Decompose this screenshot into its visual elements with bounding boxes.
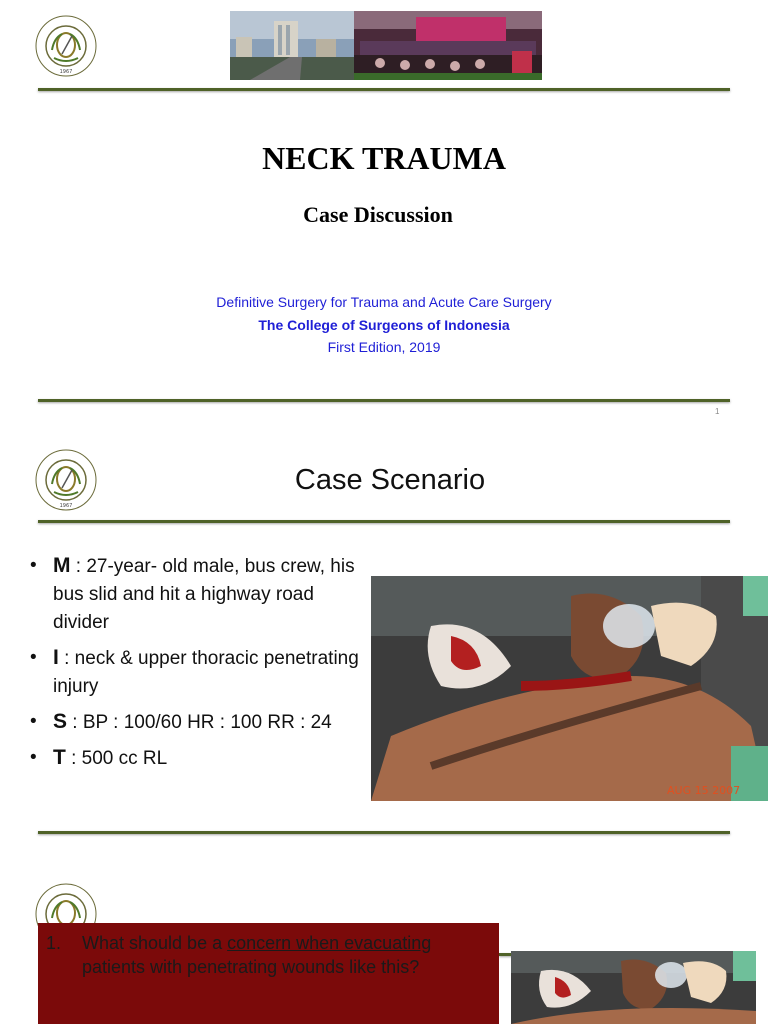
reference-publisher: The College of Surgeons of Indonesia (258, 317, 510, 333)
divider-line (38, 88, 730, 91)
reference-edition: First Edition, 2019 (327, 339, 441, 355)
question-list (46, 931, 494, 979)
slide-title-text: Case Scenario (294, 464, 486, 496)
bullet-item: • I : neck & upper thoracic penetrating injury (30, 646, 359, 697)
slide-gap (0, 422, 768, 436)
logo-year: 1967 (59, 503, 73, 509)
slide-gap (0, 844, 768, 858)
slide-questions (0, 858, 768, 1024)
slide-title-text: NECK TRAUMA (262, 140, 506, 176)
divider-line (38, 520, 730, 523)
bullet-item: • M : 27-year- old male, bus crew, his bus slid and hit a highway road divider (30, 554, 355, 633)
slide-case-scenario (0, 436, 768, 844)
bullet-item: • T : 500 cc RL (30, 746, 168, 769)
patient-photo (371, 576, 768, 801)
divider-line (38, 831, 730, 834)
slide-subtitle: Case Discussion (303, 202, 453, 227)
slide-title (0, 0, 768, 422)
logo-year: 1967 (59, 69, 73, 75)
question-item: 1. What should be a concern when evacuating patients with penetrating wounds like this? (46, 933, 432, 977)
patient-photo (511, 951, 756, 1024)
reference-book: Definitive Surgery for Trauma and Acute Care Surgery (216, 294, 552, 310)
bullet-item: • S : BP : 100/60 HR : 100 RR : 24 (30, 710, 332, 733)
photo-date-stamp: AUG 15 2007 (667, 784, 741, 797)
banner-image (230, 11, 542, 80)
mist-bullet-list (30, 552, 370, 780)
question-box (38, 923, 499, 1024)
college-seal-logo (34, 448, 98, 512)
college-seal-logo (34, 14, 98, 78)
page-number: 1 (715, 407, 720, 416)
divider-line (38, 399, 730, 402)
